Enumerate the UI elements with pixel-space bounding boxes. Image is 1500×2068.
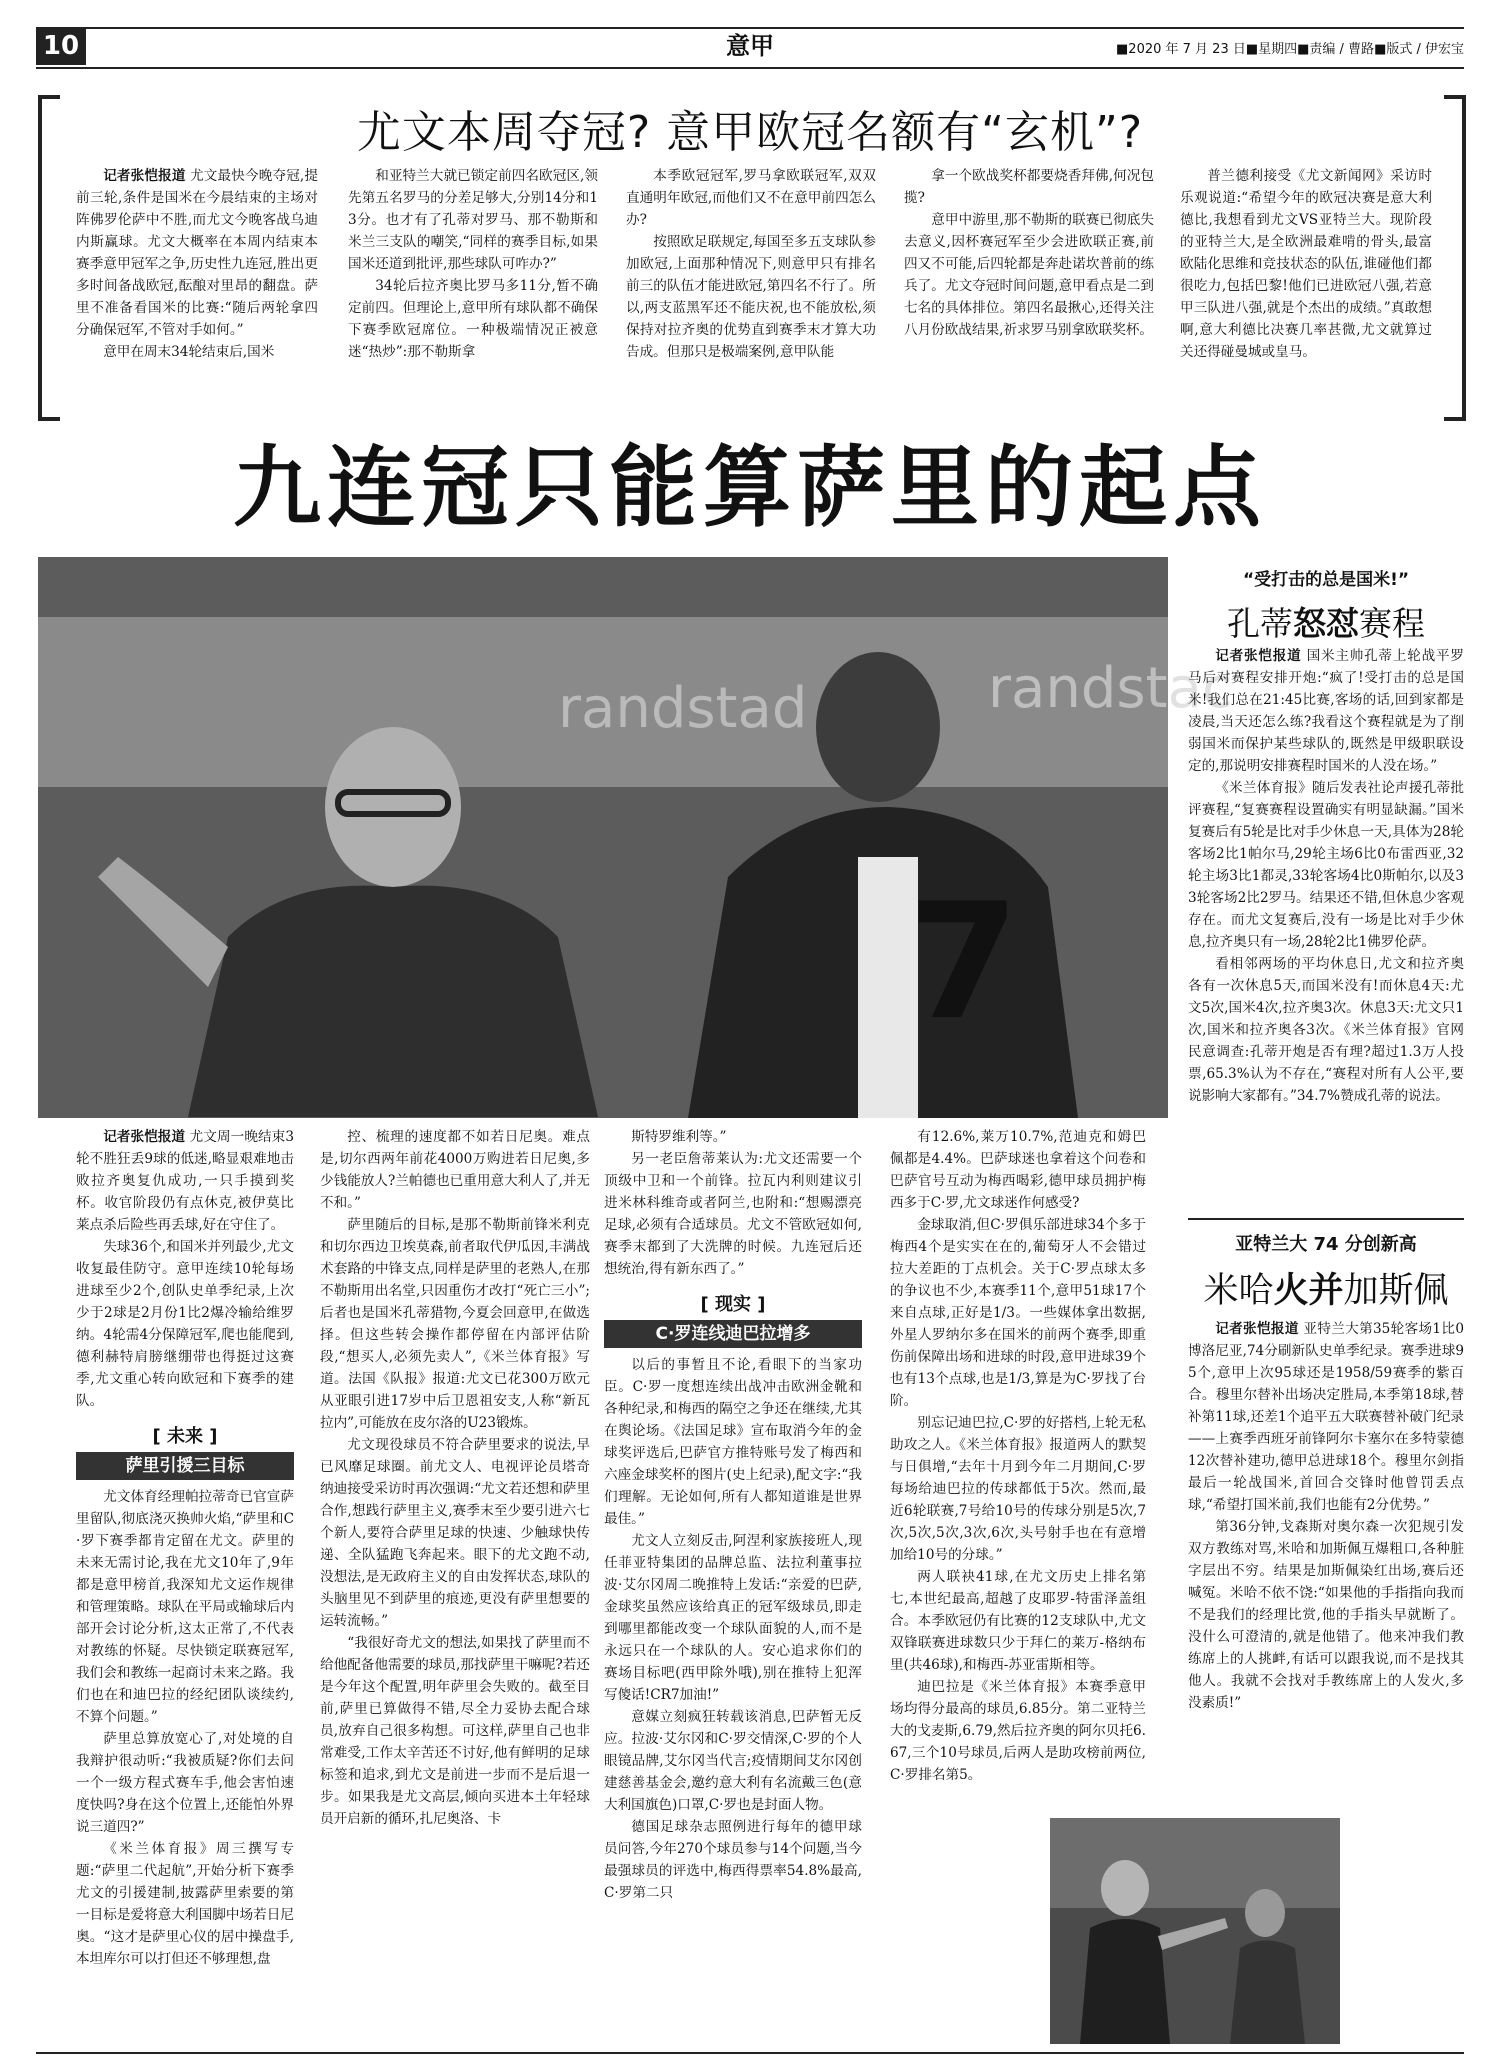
- sarri-ronaldo-photo: [38, 557, 1233, 1118]
- paragraph: 尤文现役球员不符合萨里要求的说法,早已风靡足球圈。前尤文人、电视评论员塔奇纳迪接受采访时再次强调:“尤文若还想和萨里合作,想践行萨里主义,赛季末至少要引进六七个新人,要符合萨里足球的快速、少触球快传递、全队猛跑飞奔起来。眼下的尤文跑不动,没想法,是无政府主义的自由发挥状态,球队的头脑里见不到萨里的痕迹,更没有萨里想要的运转流畅。”: [320, 1437, 590, 1629]
- paragraph: 按照欧足联规定,每国至多五支球队参加欧冠,上面那种情况下,则意甲只有排名前三的队伍才能进欧冠,第四名不行了。所以,两支蓝黑军还不能庆祝,也不能放松,须保持对拉齐奥的优势直到赛季末才算大功告成。但那只是极端案例,意甲队能: [626, 234, 876, 360]
- top-story-title: 尤文本周夺冠? 意甲欧冠名额有“玄机”?: [356, 107, 1144, 158]
- paragraph: 《米兰体育报》周三撰写专题:“萨里二代起航”,开始分析下赛季尤文的引援建制,披露萨里索要的第一目标是爱将意大利国脚中场若日尼奥。“这才是萨里心仪的居中操盘手,本坦库尔可以打但还不够理想,盘: [76, 1841, 294, 1967]
- main-col-3: [604, 1126, 862, 2046]
- sidebar2-body-top: [1188, 1318, 1464, 1814]
- title-emphasis: 怒怼: [1293, 604, 1359, 643]
- main-col-2: [320, 1126, 590, 2046]
- paragraph: 拿一个欧战奖杯都要烧香拜佛,何况包揽?: [904, 168, 1154, 206]
- sidebar2-title: [1188, 1263, 1464, 1313]
- paragraph: 34轮后拉齐奥比罗马多11分,暂不确定前四。但理论上,意甲所有球队都不确保下赛季欧冠席位。一种极端情况正被意迷“热炒”:那不勒斯拿: [348, 278, 598, 360]
- paragraph: 萨里随后的目标,是那不勒斯前锋米利克和切尔西边卫埃莫森,前者取代伊瓜因,丰满战术套路的中锋支点,同样是萨里的老熟人,在那不勒斯用出名堂,只因重伤才改打“死亡三小”;后者也是国米孔蒂猎物,今夏会回意甲,在做选择。但这些转会操作都停留在内部评估阶段,“想买人,必须先卖人”,《米兰体育报》写道。法国《队报》报道:尤文已花300万欧元从亚眼引进17岁中后卫恩祖安支,人称“新瓦拉内”,可能放在皮尔洛的U23锻炼。: [320, 1217, 590, 1431]
- top-story-col-3: [626, 165, 876, 407]
- svg-text:randstac: randstac: [988, 656, 1233, 721]
- top-story-col-4: [904, 165, 1154, 407]
- paragraph: 本季欧冠冠军,罗马拿欧联冠军,双双直通明年欧冠,而他们又不在意甲前四怎么办?: [626, 168, 876, 228]
- paragraph: 萨里总算放宽心了,对处境的自我辩护很动听:“我被质疑?你们去问一个一级方程式赛车手,他会害怕速度快吗?身在这个位置上,还能怕外界说三道四?”: [76, 1731, 294, 1835]
- sidebar1-title: [1188, 598, 1464, 645]
- paragraph: 普兰德利接受《尤文新闻网》采访时乐观说道:“希望今年的欧冠决赛是意大利德比,我想看到尤文VS亚特兰大。现阶段的亚特兰大,是全欧洲最难啃的骨头,最富欧陆化思维和竞技状态的队伍,谁碰他们都很吃力,包括巴黎!他们已进欧冠八强,若意甲三队进八强,就是个杰出的成绩。”真敢想啊,意大利德比决赛几率甚微,尤文就算过关还得碰曼城或皇马。: [1180, 168, 1432, 360]
- subhead-bar: 萨里引援三目标: [76, 1452, 294, 1480]
- top-story-col-5: [1180, 165, 1432, 407]
- top-story-col-1: [76, 165, 318, 407]
- paragraph: 金球取消,但C·罗俱乐部进球34个多于梅西4个是实实在在的,葡萄牙人不会错过拉大差距的丁点机会。关于C·罗点球太多的争议也不少,本赛季11个,意甲51球17个来自点球,正好是1/3。一些媒体拿出数据,外星人罗纳尔多在国米的前两个赛季,即重伤前保障出场和进球的时段,意甲进球39个也有13个点球,也是1/3,算是为C·罗找了台阶。: [890, 1217, 1146, 1409]
- paragraph: 意甲中游里,那不勒斯的联赛已彻底失去意义,因杯赛冠军至少会进欧联正赛,前四又不可能,后四轮都是奔赴诺坎普前的练兵了。尤文夺冠时间问题,意甲看点是二到七名的具体排位。第四名最揪心,还得关注八月份欧战结果,祈求罗马别拿欧联奖杯。: [904, 212, 1154, 338]
- paragraph: 亚特兰大第35轮客场1比0博洛尼亚,74分刷新队史单季纪录。赛季进球95个,意甲上次95球还是1958/59赛季的紫百合。穆里尔替补出场决定胜局,本季第18球,替补第11球,还差1个追平五大联赛替补破门纪录——上赛季西班牙前锋阿尔卡塞尔在多特蒙德12次替补建功,德甲总进球18个。穆里尔剑指最后一轮战国米,首回合交锋时他曾罚丢点球,“希望打国米前,我们也能有2分优势。”: [1188, 1321, 1464, 1513]
- sidebar1-body: [1188, 645, 1464, 1205]
- main-col-4: [890, 1126, 1146, 1816]
- paragraph: 迪巴拉是《米兰体育报》本赛季意甲场均得分最高的球员,6.85分。第二亚特兰大的戈麦斯,6.79,然后拉齐奥的阿尔贝托6.67,三个10号球员,后两人是助攻榜前两位,C·罗排名第5。: [890, 1679, 1146, 1783]
- paragraph: 以后的事暂且不论,看眼下的当家功臣。C·罗一度想连续出战冲击欧洲金靴和各种纪录,和梅西的隔空之争还在继续,尤其在舆论场。《法国足球》宣布取消今年的金球奖评选后,巴萨官方推特账号发了梅西和六座金球奖杯的图片(史上纪录),配文字:“我们理解。无论如何,所有人都知道谁是世界最佳。”: [604, 1357, 862, 1527]
- svg-text:7: 7: [908, 868, 1020, 1055]
- paragraph: 尤文周一晚结束3轮不胜狂丢9球的低迷,略显艰难地击败拉齐奥复仇成功,一只手摸到奖杯。收官阶段仍有点休克,被伊莫比莱点杀后险些再丢球,好在守住了。: [76, 1129, 294, 1233]
- byline: 记者张恺报道: [103, 1129, 186, 1145]
- paragraph: 和亚特兰大就已锁定前四名欧冠区,领先第五名罗马的分差足够大,分别14分和13分。也才有了孔蒂对罗马、那不勒斯和米兰三支队的嘲笑,“同样的赛季目标,如果国米还道到批评,那些球队可咋办?”: [348, 168, 598, 272]
- main-headline: 九连冠只能算萨里的起点: [232, 435, 1267, 539]
- paragraph: 别忘记迪巴拉,C·罗的好搭档,上轮无私助攻之人。《米兰体育报》报道两人的默契与日俱增,“去年十月到今年二月期间,C·罗每场给迪巴拉的传球都低于5次。然而,最近6轮联赛,7号给10号的传球分别是5次,7次,5次,5次,3次,6次,头号射手也在有意增加给10号的分球。”: [890, 1415, 1146, 1563]
- paragraph: 控、梳理的速度都不如若日尼奥。难点是,切尔西两年前花4000万购进若日尼奥,多少钱能放人?兰帕德也已重用意大利人了,并无不和。”: [320, 1129, 590, 1211]
- main-col-1: [76, 1126, 294, 2046]
- paragraph: 意甲在周末34轮结束后,国米: [103, 344, 275, 360]
- dateline: ■2020 年 7 月 23 日■星期四■责编 / 曹路■版式 / 伊宏宝: [1116, 42, 1464, 57]
- paragraph: 有12.6%,莱万10.7%,范迪克和姆巴佩都是4.4%。巴萨球迷也拿着这个问卷和巴萨官号互动为梅西喝彩,德甲球员拥护梅西多于C·罗,尤文球迷作何感受?: [890, 1129, 1146, 1211]
- top-story-col-2: [348, 165, 598, 407]
- paragraph: 失球36个,和国米并列最少,尤文收复最佳防守。意甲连续10轮每场进球至少2个,创队史单季纪录,上次少于2球是2月份1比2爆冷输给维罗纳。4轮需4分保障冠军,爬也能爬到,德利赫特肩膀继绷带也得挺过这赛季,尤文重心转向欧冠和下赛季的建队。: [76, 1239, 294, 1409]
- title-part: 加斯佩: [1343, 1271, 1449, 1311]
- paragraph: 第36分钟,戈森斯对奥尔森一次犯规引发双方教练对骂,米哈和加斯佩互爆粗口,各种脏字层出不穷。结果是加斯佩染红出场,赛后还喊冤。米哈不依不饶:“如果他的手指指向我而不是我们的经理比赏,他的手指头早就断了。没什么可澄清的,就是他错了。他来冲我们教练席上的人挑衅,有话可以跟我说,而不是找其他人。我就不会找对手教练席上的人发火,多没素质!”: [1188, 1519, 1464, 1711]
- photo-illustration: [1050, 1818, 1340, 2044]
- sidebar2-kicker: 亚特兰大 74 分创新高: [1235, 1234, 1417, 1255]
- paragraph: “我很好奇尤文的想法,如果找了萨里而不给他配备他需要的球员,那找萨里干嘛呢?若还是今年这个配置,明年萨里会失败的。截至目前,萨里已算做得不错,尽全力妥协去配合球员,放弃自己很多构想。可这样,萨里自己也非常难受,工作太辛苦还不讨好,他有鲜明的足球标签和追求,到尤文是前进一步而不是后退一步。如果我是尤文高层,倾向买进本土年轻球员开启新的循环,扎尼奥洛、卡: [320, 1635, 590, 1827]
- subhead-bar: C·罗连线迪巴拉增多: [604, 1320, 862, 1348]
- paragraph: 两人联袂41球,在尤文历史上排名第七,本世纪最高,超越了皮耶罗-特雷泽盖组合。本季欧冠仍有比赛的12支球队中,尤文双锋联赛进球数只少于拜仁的莱万-格纳布里(共46球),和梅西-苏亚雷斯相等。: [890, 1569, 1146, 1673]
- byline: 记者张恺报道: [1215, 648, 1302, 664]
- paragraph: 德国足球杂志照例进行每年的德甲球员问答,今年270个球员参与14个问题,当今最强球员的评选中,梅西得票率54.8%最高,C·罗第二只: [604, 1819, 862, 1901]
- page-number: 10: [36, 27, 86, 65]
- paragraph: 另一老臣詹蒂莱认为:尤文还需要一个顶级中卫和一个前锋。拉瓦内利则建议引进米林科维奇或者阿兰,也附和:“想赐漂亮足球,必须有合适球员。尤文不管欧冠如何,赛季末都到了大洗牌的时候。九连冠后还想统治,得有新东西了。”: [604, 1151, 862, 1277]
- paragraph: 国米主帅孔蒂上轮战平罗马后对赛程安排开炮:“疯了!受打击的总是国米!我们总在21:45比赛,客场的话,回到家都是凌晨,当天还怎么练?我看这个赛程就是为了削弱国米而保护某些球队的,既然是甲级职联设定的,那说明安排赛程时国米的人没在场。”: [1188, 648, 1465, 774]
- section-name: 意甲: [726, 32, 774, 60]
- paragraph: 《米兰体育报》随后发表社论声援孔蒂批评赛程,“复赛赛程设置确实有明显缺漏。”国米复赛后有5轮是比对手少休息一天,具体为28轮客场2比1帕尔马,29轮主场6比0布雷西亚,32轮主场3比1都灵,33轮客场4比0斯帕尔,以及33轮客场2比2罗马。结果还不错,但休息少客观存在。而尤文复赛后,没有一场是比对手少休息,拉齐奥只有一场,28轮2比1佛罗伦萨。: [1188, 780, 1464, 950]
- title-part: 赛程: [1359, 604, 1425, 643]
- top-story-bracket-left: [38, 95, 60, 421]
- title-part: 孔蒂: [1227, 604, 1293, 643]
- page-bottom-rule: [36, 2052, 1464, 2054]
- section-kicker: [ 现实 ]: [700, 1294, 766, 1315]
- mihajlovic-photo: [1050, 1818, 1340, 2044]
- section-kicker: [ 未来 ]: [152, 1426, 218, 1447]
- paragraph: 斯特罗维利等。”: [631, 1129, 727, 1145]
- byline: 记者张恺报道: [1215, 1321, 1299, 1337]
- top-story-bracket-right: [1444, 95, 1466, 421]
- photo-illustration: [38, 557, 1233, 1118]
- paragraph: 尤文体育经理帕拉蒂奇已官宣萨里留队,彻底浇灭换帅火焰,“萨里和C·罗下赛季都肯定留在尤文。萨里的未来无需讨论,我在尤文10年了,9年都是意甲榜首,我深知尤文运作规律和管理策略。球队在平局或输球后内部开会讨论分析,这太正常了,不代表对教练的怀疑。尽快锁定联赛冠军,我们会和教练一起商讨未来之路。我们也在和迪巴拉的经纪团队谈续约,不算个问题。”: [76, 1489, 294, 1725]
- paragraph: 意媒立刻疯狂转载该消息,巴萨暂无反应。拉波·艾尔冈和C·罗交情深,C·罗的个人眼镜品牌,艾尔冈当代言;疫情期间艾尔冈创建慈善基金会,邀约意大利有名流戴三色(意大利国旗色)口罩,C·罗也是封面人物。: [604, 1709, 862, 1813]
- title-emphasis: 火并: [1273, 1271, 1344, 1311]
- byline: 记者张恺报道: [103, 168, 186, 184]
- title-part: 米哈: [1203, 1271, 1274, 1311]
- svg-text:randstad: randstad: [558, 676, 808, 741]
- sidebar1-kicker: “受打击的总是国米!”: [1242, 570, 1410, 590]
- paragraph: 尤文最快今晚夺冠,提前三轮,条件是国米在今晨结束的主场对阵佛罗伦萨中不胜,而尤文今晚客战乌迪内斯赢球。尤文大概率在本周内结束本赛季意甲冠军之争,历史性九连冠,胜出更多时间备战欧冠,酝酿对里昂的翻盘。萨里不准备看国米的比赛:“随后两轮拿四分确保冠军,不管对手如何。”: [76, 168, 318, 338]
- paragraph: 看相邻两场的平均休息日,尤文和拉齐奥各有一次休息5天,而国米没有!而休息4天:尤文5次,国米4次,拉齐奥3次。休息3天:尤文只1次,国米和拉齐奥各3次。《米兰体育报》官网民意调查:孔蒂开炮是否有理?超过1.3万人投票,65.3%认为不存在,“赛程对所有人公平,要说影响大家都有。”34.7%赞成孔蒂的说法。: [1188, 956, 1464, 1104]
- sidebar-divider: [1188, 1218, 1464, 1220]
- paragraph: 尤文人立刻反击,阿涅利家族接班人,现任菲亚特集团的品牌总监、法拉利董事拉波·艾尔冈周二晚推特上发话:“亲爱的巴萨,金球奖虽然应该给真正的冠军级球员,即走到哪里都能改变一个球队面貌的人,而不是永远只在一个球队的人。安心追求你们的赛场目标吧(西甲除外哦),别在推特上犯浑写傻话!CR7加油!”: [604, 1533, 862, 1703]
